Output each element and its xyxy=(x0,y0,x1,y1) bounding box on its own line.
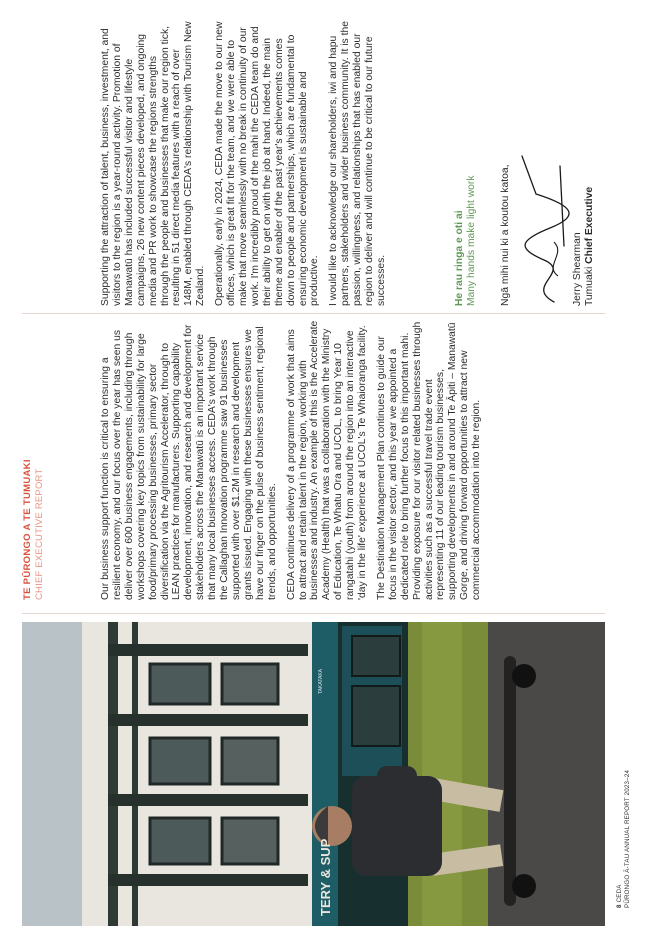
paragraph: CEDA continues delivery of a programme of work that aims to attract and retain talent in the region, working with businesses and industry. An example of this is the Accelerate Academy (Health) that was a collaboration with the Ministry of Education, Te Whatu Ora and UCOL, to bring Year 10 rangatahi (youth) from around the region into an interactive 'day in the life' experience at UCOL's Te Whaioranga facility. xyxy=(285,320,369,600)
proverb-maori: He rau ringa e oti ai xyxy=(454,210,465,306)
column-divider xyxy=(22,313,605,314)
page-number: 8 xyxy=(616,904,623,908)
footer-report-title: PŪRONGO Ā-TAU ANNUAL REPORT 2023–24 xyxy=(623,769,631,908)
section-title: TE PŪRONGO A TE TUMUAKI xyxy=(22,459,33,600)
handwritten-signature-icon xyxy=(514,146,578,306)
section-header xyxy=(22,320,46,600)
paragraph: I would like to acknowledge our shareholders, iwi and hapu partners, stakeholders and wider business community. It is the passion, willingness, and relationships that has enabled our region to deliver and will continue to be critical to our future successes. xyxy=(328,21,387,306)
paragraph: Operationally, early in 2024, CEDA made the move to our new offices, which is great fit for the team, and we were able to make that move seamlessly with no break in continuity of our work. I'm incredibly proud of the mahi the CEDA team do and their ability to get on with the job at hand. Indeed, the main theme and enabler of the past year's achievements comes down to people and partnerships, which are fundamental to ensuring economic development is sustainable and productive. xyxy=(214,21,321,306)
body-column-right xyxy=(100,18,395,306)
paragraph: Supporting the attraction of talent, business, investment, and visitors to the region is a year-round activity. Promotion of Manawatū has included successful visitor and lifestyle campaigns, 26 new content pieces developed, and ongoing media and PR work to showcase the regions strengths through the people and businesses that make our region tick, resulting in 51 direct media features with a reach of over 148M, enabled through CEDA's relationship with Tourism New Zealand. xyxy=(100,21,207,306)
column-divider xyxy=(22,613,605,614)
paragraph: The Destination Management Plan continues to guide our focus in the visitor sector, and this year we appointed a dedicated role to bring further focus to this important mahi. Providing exposure for our visitor related businesses through activities such as a successful travel trade event representing 11 of our leading tourism businesses, supporting developments in and around Te Āpiti – Manawatū Gorge, and driving forward opportunities to attract new commercial accommodation into the region. xyxy=(375,321,483,600)
whakatauki xyxy=(454,18,478,306)
page-footer xyxy=(616,608,631,908)
proverb-english: Many hands make light work xyxy=(466,175,477,306)
footer-org: CEDA xyxy=(616,884,623,903)
paragraph: Our business support function is critical to ensuring a resilient economy, and our focus over the year has seen us deliver over 600 business engagements, including through workshops covering key topics from sustainability for large food/primary processing businesses, primary sector diversification via the Agritourism Accelerator, through to LEAN practices for manufacturers. Supporting capability development, innovation, and research and development for stakeholders across the Manawatū is an important service that many local businesses access. CEDA's work through the Callaghan Innovation programme saw 91 businesses supported with over $1.2M in research and development grants issued. Engaging with these businesses ensures we have our finger on the pulse of business sentiment, regional trends, and opportunities. xyxy=(100,324,278,600)
cover-photo xyxy=(22,622,605,926)
body-column-left xyxy=(100,320,490,600)
section-subtitle: CHIEF EXECUTIVE REPORT xyxy=(34,468,45,600)
photo-man-with-skateboard-icon xyxy=(22,622,605,926)
window-sign-text: TAKATAKA xyxy=(318,668,324,694)
shop-sign-text: TERY & SUP xyxy=(318,838,333,916)
role-title: Chief Executive xyxy=(584,186,595,264)
role-prefix: Tumuaki xyxy=(584,263,595,306)
signoff-greeting: Ngā mihi nui ki a koutou katoa, xyxy=(500,164,511,306)
signatory-name: Jerry Shearman xyxy=(572,232,583,306)
signatory-role xyxy=(584,18,596,306)
